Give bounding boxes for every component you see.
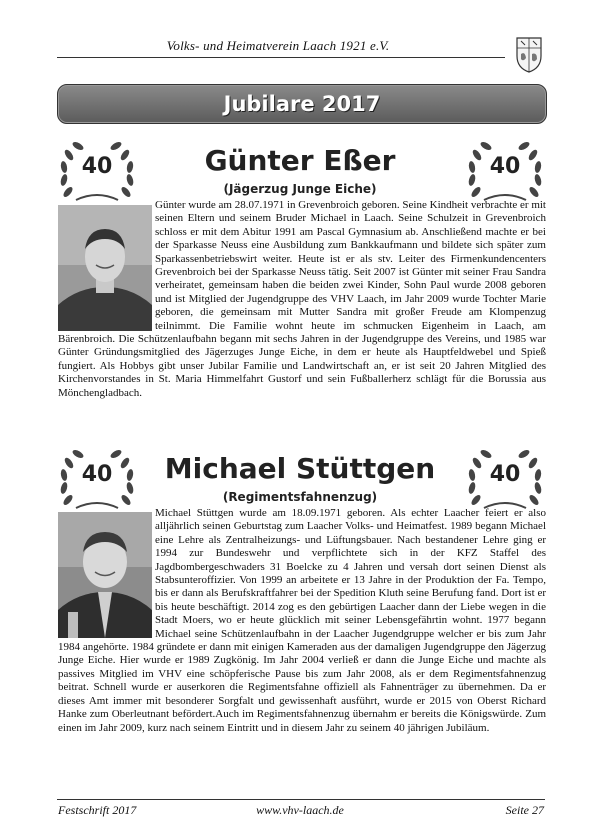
laurel-wreath-icon (58, 448, 136, 514)
anniversary-number: 40 (81, 462, 113, 487)
biography-text: Michael Stüttgen wurde am 18.09.1971 geboren. Als echter Laacher feiert er also alljährlich seinen Geburtstag zum Laacher Volks- und Heimatfest. 1989 begann Michael eine Lehre als Zentralheizungs- und Lüftungsbauer. Nach bestandener Lehre ging er 1994 zur Bundeswehr und verpflichtete sich in der KFZ Staffel des Jagdbombergeschwaders 31 Boelcke zu 4 Jahren und versah dort seinen Dienst als Stabsunteroffizier. Von 1999 an arbeitete er 13 Jahre in der Produktion der Fa. Tempo, bis er dann als Berufskraftfahrer bei der Spedition Kluth seine Berufung fand. Dort ist er bis heute beschäftigt. 2014 zog es den gebürtigen Laacher dann der Liebe wegen in die Stadt Moers, wo er heute glücklich mit seiner Lebensgefährtin wohnt. 1977 begann Michael seine Schützenlaufbahn in der Laacher Jugendgruppe welcher er bis zum Jahr 1984 angehörte. 1984 gründete er dann mit einigen Kameraden aus der damaligen Jugendgruppe den Jägerzug Junge Eiche. Hier wurde er 1989 Zugkönig. Im Jahr 2004 verließ er dann die Junge Eiche und machte als passives Mitglied im VHV eine schöpferische Pause bis zum Jahr 2008, als er dem Regimentsfahnenzug beitrat. Schnell wurde er auserkoren die Regimentsfahne offiziell als Fahnenträger zu übernehmen. Da er dieses Amt immer mit besonderer Sorgfalt und gewissenhaft ausführt, wurde er 2015 von Oberst Richard Hanke zum Oberleutnant befördert.Auch im Regimentsfahnenzug übernahm er bereits die Königswürde. Zum einen im Jahr 2009, kurz nach seinem Eintritt und in diesem Jahr zu seinem 40 jährigen Jubiläum. (58, 507, 546, 734)
photo-spacer (58, 507, 155, 637)
header-rule (57, 57, 505, 58)
footer-rule (57, 799, 545, 800)
page-header (0, 0, 600, 70)
laurel-wreath-icon (58, 140, 136, 206)
laurel-wreath-icon (466, 448, 544, 514)
footer-website-link[interactable]: www.vhv-laach.de (256, 803, 344, 817)
anniversary-number: 40 (489, 154, 521, 179)
footer-publication: Festschrift 2017 (58, 803, 137, 817)
biography-text: Günter wurde am 28.07.1971 in Grevenbroich geboren. Seine Kindheit verbrachte er mit seinen Eltern und seinem Bruder Michael in Laach. Seine Schulzeit in Grevenbroich schloss er mit dem Abitur 1991 am Pascal Gymnasium ab. Anschließend machte er bei der Sparkasse Neuss eine Ausbildung zum Bankkaufmann und bildete sich später zum Sparkassenbetriebswirt weiter. Heute ist er als stv. Leiter des Firmenkundencenters Grevenbroich bei der Sparkasse Neuss tätig. Seit 2007 ist Günter mit seiner Frau Sandra verheiratet, gemeinsam haben die beiden zwei Kinder, Sohn Paul wurde 2008 geboren und ist Mitglied der Jugendgruppe des VHV Laach, im Jahr 2009 wurde Tochter Marie geboren, die gemeinsam mit Mutter Sandra mit großer Freude am Klompenzug teilnimmt. Die Familie wohnt heute im schmucken Eigenheim in Laach, am Bärenbroich. Die Schützenlaufbahn begann mit sechs Jahren in der Jugendgruppe des Vereins, und 1985 war Günter Gründungsmitglied des Jägerzuges Junge Eiche, in dem er heute als Hauptfeldwebel und Spieß fungiert. Als Hobbys gibt unser Jubilar Familie und Landwirtschaft an, er ist seit 20 Jahren Mitglied des Kirchenvorstandes in St. Maria Himmelfahrt Gustorf und sein Fußballerherz schlägt für die Borussia aus Mönchengladbach. (58, 199, 546, 399)
jubilar-group: (Regimentsfahnenzug) (222, 490, 378, 504)
jubilar-name: Günter Eßer (204, 144, 396, 177)
section-banner (57, 84, 547, 124)
jubilar-group: (Jägerzug Junge Eiche) (223, 182, 377, 196)
jubilar-biography (58, 507, 546, 735)
jubilar-biography (58, 199, 546, 400)
anniversary-number: 40 (489, 462, 521, 487)
banner-title: Jubilare 2017 (223, 92, 381, 116)
laurel-wreath-icon (466, 140, 544, 206)
footer-page-number: Seite 27 (505, 803, 544, 817)
anniversary-number: 40 (81, 154, 113, 179)
coat-of-arms-icon (514, 34, 544, 74)
jubilar-name: Michael Stüttgen (164, 452, 436, 485)
photo-spacer (58, 199, 155, 329)
header-title: Volks- und Heimatverein Laach 1921 e.V. (166, 38, 390, 53)
